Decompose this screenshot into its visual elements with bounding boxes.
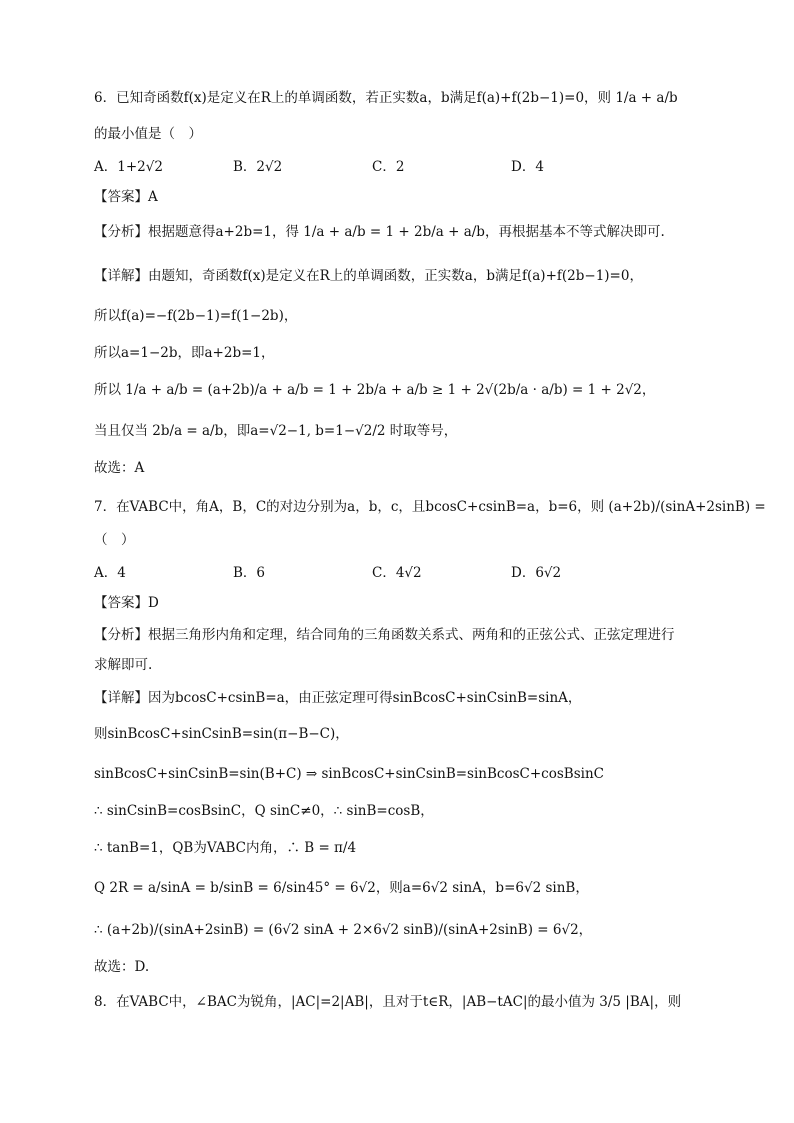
q7-option-d: D．6√2 [511,565,562,581]
q7-detail-line: ∴ sinCsinB=cosBsinC，Q sinC≠0，∴ sinB=cosB， [94,803,434,819]
q7-option-a: A．4 [94,565,126,581]
q7-detail-line: 则sinBcosC+sinCsinB=sin(π−B−C)， [94,726,349,742]
q6-option-d: D．4 [511,159,544,175]
q6-options [94,157,698,177]
q7-option-c: C．4√2 [372,565,422,581]
q6-detail: 【详解】由题知，奇函数f(x)是定义在R上的单调函数，正实数a，b满足f(a)+f(2b−1)=0， [94,268,643,284]
q6-detail-line: 所以a=1−2b，即a+2b=1， [94,345,275,361]
q6-detail-line: 当且仅当 2b/a = a/b，即a=√2−1, b=1−√2/2 时取等号， [94,423,458,439]
q7-analysis: 【分析】根据三角形内角和定理，结合同角的三角函数关系式、两角和的正弦公式、正弦定理进行 [94,627,675,643]
q7-detail: 【详解】因为bcosC+csinB=a，由正弦定理可得sinBcosC+sinCsinB=sinA， [94,690,582,706]
q7-choice: 故选：D. [94,959,150,975]
q6-answer: 【答案】A [94,189,158,205]
q7-options [94,563,698,583]
q6-detail-line: 所以 1/a + a/b = (a+2b)/a + a/b = 1 + 2b/a + a/b ≥ 1 + 2√(2b/a · a/b) = 1 + 2√2， [94,382,656,398]
q6-option-c: C．2 [372,159,405,175]
q6-option-b: B．2√2 [233,159,283,175]
q6-option-a: A．1+2√2 [94,159,163,175]
q7-option-b: B．6 [233,565,266,581]
q7-detail-line: ∴ tanB=1，QB为VABC内角，∴ B = π/4 [94,840,357,856]
q7-answer: 【答案】D [94,595,159,611]
q7-detail-line: Q 2R = a/sinA = b/sinB = 6/sin45° = 6√2，则a=6√2 sinA，b=6√2 sinB， [94,880,589,896]
q7-detail-line: sinBcosC+sinCsinB=sin(B+C) ⇒ sinBcosC+sinCsinB=sinBcosC+cosBsinC [94,766,604,782]
q6-detail-line: 所以f(a)=−f(2b−1)=f(1−2b)， [94,308,298,324]
q7-analysis-cont: 求解即可. [94,657,153,673]
q6-choice: 故选：A [94,460,145,476]
q7-stem: 7．在VABC中，角A，B，C的对边分别为a，b，c，且bcosC+csinB=a，b=6，则 (a+2b)/(sinA+2sinB) = [94,499,766,515]
q6-stem: 6．已知奇函数f(x)是定义在R上的单调函数，若正实数a，b满足f(a)+f(2b−1)=0，则 1/a + a/b [94,90,678,106]
q7-detail-line: ∴ (a+2b)/(sinA+2sinB) = (6√2 sinA + 2×6√2 sinB)/(sinA+2sinB) = 6√2， [94,922,593,938]
q6-stem-cont: 的最小值是（ ） [94,126,202,142]
q8-stem: 8．在VABC中，∠BAC为锐角，|AC|=2|AB|，且对于t∈R，|AB−tAC|的最小值为 3/5 |BA|，则 [94,994,682,1010]
q6-analysis: 【分析】根据题意得a+2b=1，得 1/a + a/b = 1 + 2b/a + a/b，再根据基本不等式解决即可. [94,224,665,240]
q7-stem-cont: （ ） [94,532,135,548]
